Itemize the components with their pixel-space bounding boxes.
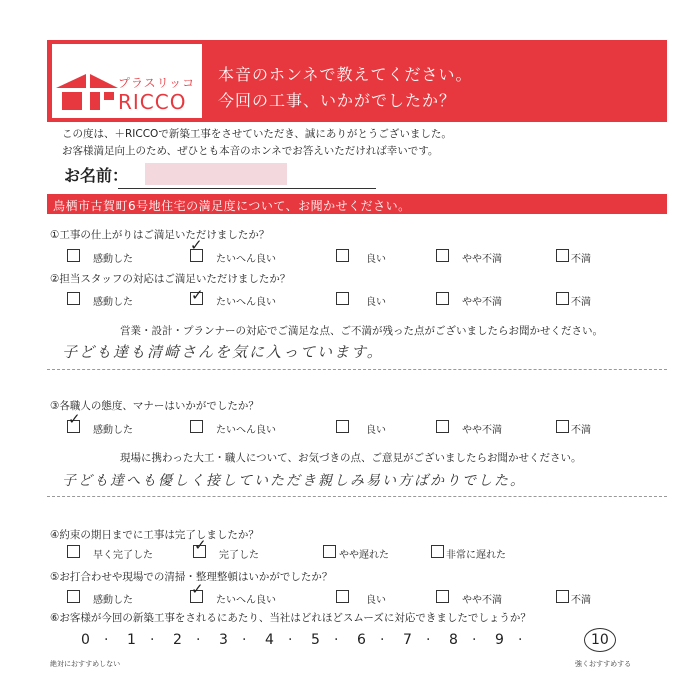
- q5-option-3: 良い: [366, 595, 386, 606]
- question-4: ④約束の期日までに工事は完了しましたか？: [50, 529, 259, 541]
- q1-checkbox-3[interactable]: [336, 249, 349, 262]
- question-5: ⑤お打合わせや現場での清掃・整理整頓はいかがでしたか？: [50, 571, 333, 583]
- q3-option-4: やや不満: [462, 425, 502, 436]
- survey-title: 鳥栖市古賀町6号地住宅の満足度について、お聞かせください。: [53, 199, 411, 213]
- intro-line-2: お客様満足向上のため、ぜひとも本音のホンネでお答えいただければ幸いです。: [62, 145, 439, 157]
- scale-separator: ·: [426, 632, 431, 648]
- q5-checkbox-5[interactable]: [556, 590, 569, 603]
- q3-option-1: 感動した: [93, 425, 133, 436]
- scale-4[interactable]: 4: [265, 632, 274, 648]
- q2-option-2: たいへん良い: [216, 297, 276, 308]
- q2-option-3: 良い: [366, 297, 386, 308]
- q5-checkbox-1[interactable]: [67, 590, 80, 603]
- q3-option-3: 良い: [366, 425, 386, 436]
- scale-separator: ·: [104, 632, 109, 648]
- q4-option-1: 早く完了した: [93, 550, 153, 561]
- check-mark-icon: ✓: [68, 410, 81, 428]
- q2-option-4: やや不満: [462, 297, 502, 308]
- q3-checkbox-5[interactable]: [556, 420, 569, 433]
- header-line-1: 本音のホンネで教えてください。: [218, 65, 473, 84]
- q3-option-2: たいへん良い: [216, 425, 276, 436]
- scale-2[interactable]: 2: [173, 632, 182, 648]
- scale-0[interactable]: 0: [81, 632, 90, 648]
- scale-10[interactable]: 10: [591, 632, 609, 648]
- scale-7[interactable]: 7: [403, 632, 412, 648]
- check-mark-icon: ✓: [190, 236, 203, 254]
- q4-checkbox-1[interactable]: [67, 545, 80, 558]
- scale-8[interactable]: 8: [449, 632, 458, 648]
- scale-separator: ·: [334, 632, 339, 648]
- q1-option-3: 良い: [366, 254, 386, 265]
- q5-checkbox-4[interactable]: [436, 590, 449, 603]
- q4-option-4: 非常に遅れた: [446, 550, 506, 561]
- answer-line: [47, 496, 667, 497]
- scale-1[interactable]: 1: [127, 632, 136, 648]
- intro-line-1: この度は、＋RICCOで新築工事をさせていただき、誠にありがとうございました。: [62, 128, 452, 140]
- q1-checkbox-4[interactable]: [436, 249, 449, 262]
- scale-separator: ·: [196, 632, 201, 648]
- check-mark-icon: ✓: [191, 580, 204, 598]
- q1-checkbox-5[interactable]: [556, 249, 569, 262]
- q4-checkbox-4[interactable]: [431, 545, 444, 558]
- question-2: ②担当スタッフの対応はご満足いただけましたか？: [50, 273, 291, 285]
- check-mark-icon: ✓: [191, 286, 204, 304]
- question-3: ③各職人の態度、マナーはいかがでしたか？: [50, 400, 259, 412]
- ricco-logo-icon: [56, 72, 118, 112]
- q3-subprompt: 現場に携わった大工・職人について、お気づきの点、ご意見がございましたらお聞かせください。: [120, 452, 582, 464]
- check-mark-icon: ✓: [194, 536, 207, 554]
- scale-separator: ·: [380, 632, 385, 648]
- redacted-name: [145, 163, 287, 185]
- scale-5[interactable]: 5: [311, 632, 320, 648]
- q3-option-5: 不満: [571, 425, 591, 436]
- q5-checkbox-3[interactable]: [336, 590, 349, 603]
- q1-checkbox-1[interactable]: [67, 249, 80, 262]
- scale-separator: ·: [288, 632, 293, 648]
- scale-high-label: 強くおすすめする: [575, 660, 632, 668]
- q5-option-1: 感動した: [93, 595, 133, 606]
- q2-checkbox-3[interactable]: [336, 292, 349, 305]
- q2-checkbox-5[interactable]: [556, 292, 569, 305]
- scale-separator: ·: [150, 632, 155, 648]
- q2-subprompt: 営業・設計・プランナーの対応でご満足な点、ご不満が残った点がございましたらお聞かせください。: [120, 325, 603, 337]
- header-line-2: 今回の工事、いかがでしたか？: [218, 91, 457, 110]
- question-1: ①工事の仕上がりはご満足いただけましたか？: [50, 229, 270, 241]
- q2-option-1: 感動した: [93, 297, 133, 308]
- q4-option-3: やや遅れた: [339, 550, 389, 561]
- q3-checkbox-2[interactable]: [190, 420, 203, 433]
- q1-option-1: 感動した: [93, 254, 133, 265]
- scale-9[interactable]: 9: [495, 632, 504, 648]
- name-label: お名前：: [64, 166, 129, 185]
- scale-separator: ·: [472, 632, 477, 648]
- name-underline: [118, 188, 376, 189]
- scale-separator: ·: [518, 632, 523, 648]
- answer-line: [47, 369, 667, 370]
- q2-checkbox-1[interactable]: [67, 292, 80, 305]
- q3-checkbox-3[interactable]: [336, 420, 349, 433]
- q4-option-2: 完了した: [219, 550, 259, 561]
- q5-option-4: やや不満: [462, 595, 502, 606]
- q1-option-5: 不満: [571, 254, 591, 265]
- q2-option-5: 不満: [571, 297, 591, 308]
- q4-checkbox-3[interactable]: [323, 545, 336, 558]
- q3-checkbox-4[interactable]: [436, 420, 449, 433]
- q1-option-4: やや不満: [462, 254, 502, 265]
- q2-handwritten-answer: 子ども達も清崎さんを気に入っています。: [62, 343, 384, 361]
- logo-wordmark: RICCO: [118, 90, 187, 114]
- scale-low-label: 絶対におすすめしない: [50, 660, 121, 668]
- logo-kana: プラスリッコ: [118, 76, 196, 90]
- q3-handwritten-answer: 子ども達へも優しく接していただき親しみ易い方ばかりでした。: [62, 473, 526, 489]
- scale-6[interactable]: 6: [357, 632, 366, 648]
- q5-option-2: たいへん良い: [216, 595, 276, 606]
- question-6: ⑥お客様が今回の新築工事をされるにあたり、当社はどれほどスムーズに対応できましたでしょうか？: [50, 612, 531, 624]
- scale-separator: ·: [242, 632, 247, 648]
- q5-option-5: 不満: [571, 595, 591, 606]
- q2-checkbox-4[interactable]: [436, 292, 449, 305]
- scale-3[interactable]: 3: [219, 632, 228, 648]
- q1-option-2: たいへん良い: [216, 254, 276, 265]
